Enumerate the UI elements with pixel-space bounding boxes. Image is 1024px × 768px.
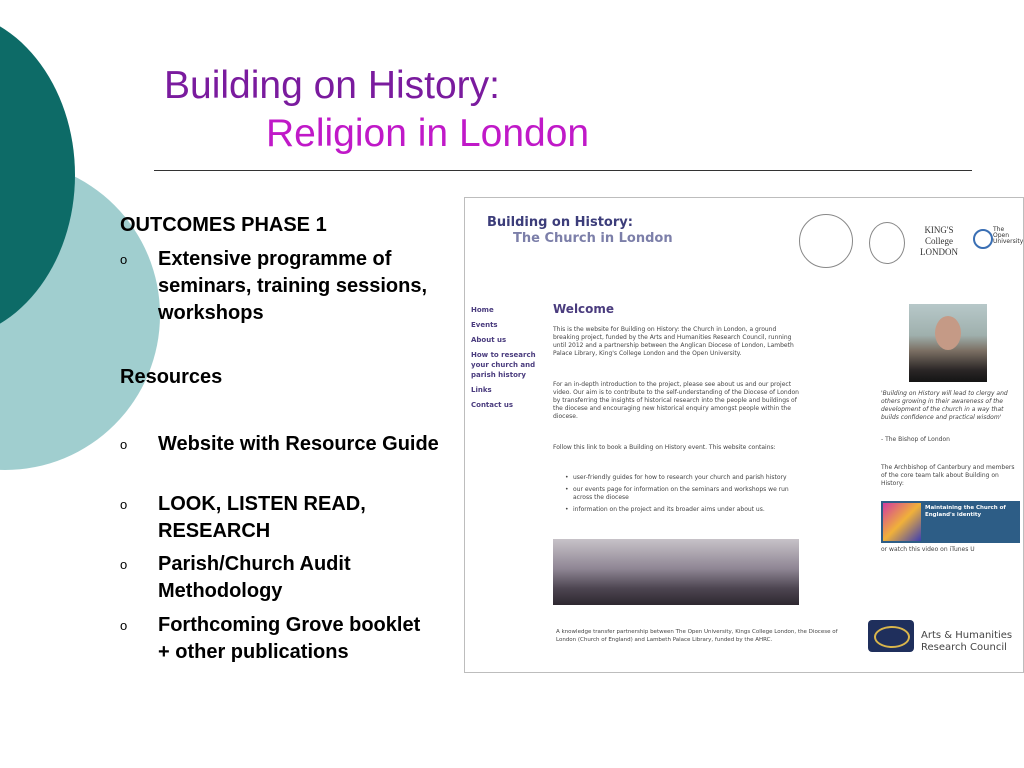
slide-title-line1: Building on History: [164,64,500,107]
website-intro-paragraph: This is the website for Building on History: the Church in London, a ground breaking project, funded by the Arts and Humanities Research Council, running until 2012 and a partnership between the Anglican Diocese of London, Lambeth Palace Library, King's College London and the Open University. [553,326,794,357]
website-footer-text: A knowledge transfer partnership between The Open University, Kings College London, the Diocese of London (Church of England) and Lambeth Palace Library, funded by the AHRC. [556,629,838,643]
bishop-quote: 'Building on History will lead to clergy and others growing in their awareness of the development of the church in a way that builds confidence and practical wisdom' [881,390,1008,421]
ahrc-line1: Arts & Humanities [921,630,1013,641]
list-item[interactable]: • user-friendly guides for how to research your church and parish history [565,474,805,482]
website-screenshot [464,197,1024,673]
title-divider [154,170,972,171]
outcomes-heading: OUTCOMES PHASE 1 [120,214,327,236]
video-thumbnail[interactable] [881,501,1020,543]
stained-glass-image [883,503,921,541]
bullet-marker: o [120,437,128,452]
bullet-text: Parish/Church Audit Methodology [158,553,351,602]
slide-title-line2: Religion in London [266,112,590,155]
ou-logo-text: The Open University [993,226,1024,245]
nav-links[interactable]: Links [471,386,492,394]
website-nav [471,305,541,415]
nav-home[interactable]: Home [471,306,494,314]
bishop-portrait [909,304,987,382]
ahrc-logo [868,620,914,652]
archbishop-note: The Archbishop of Canterbury and members of the core team talk about Building on History: [881,464,1015,487]
website-contents-list [565,474,805,518]
ahrc-text [921,630,1012,654]
historic-church-image [553,539,799,605]
website-contents-paragraph: Follow this link to book a Building on History event. This website contains: [553,444,776,451]
ahrc-line2: Research Council [921,642,1007,653]
bullet-text: Website with Resource Guide [158,433,439,455]
itunes-link[interactable]: or watch this video on iTunes U [881,546,975,553]
list-item[interactable]: • our events page for information on the seminars and workshops we run across the diocese [565,486,805,502]
nav-how-to-research[interactable]: How to research your church and parish history [471,351,536,379]
kings-college-logo: KING'S College LONDON [920,225,958,257]
nav-events[interactable]: Events [471,321,498,329]
bullet-marker: o [120,497,128,512]
lambeth-seal-icon [869,222,905,264]
bullet-marker: o [120,618,128,633]
list-item[interactable]: • information on the project and its broader aims under about us. [565,506,805,514]
website-title-line2: The Church in London [513,231,673,246]
ahrc-ring-icon [874,626,910,648]
ou-ring-icon [973,229,993,249]
bullet-text: LOOK, LISTEN READ, RESEARCH [158,493,366,542]
website-title-line1: Building on History: [487,215,633,230]
nav-about-us[interactable]: About us [471,336,507,344]
diocese-seal-icon [799,214,853,268]
welcome-heading: Welcome [553,302,615,316]
bullet-text: Forthcoming Grove booklet + other publications [158,614,421,663]
resources-heading: Resources [120,366,223,388]
video-title: Maintaining the Church of England's identity [925,505,1006,518]
website-aims-paragraph: For an in-depth introduction to the project, please see about us and our project video. Our aim is to contribute to the self-understanding of the Diocese of London by transferring the insights of historical research into the people and buildings of the diocese and encouraging new historical enquiry amongst people within the diocese. [553,381,799,420]
bullet-marker: o [120,557,128,572]
quote-attribution: - The Bishop of London [881,436,950,443]
nav-contact-us[interactable]: Contact us [471,401,514,409]
bullet-text: Extensive programme of seminars, training sessions, workshops [158,248,427,324]
portrait-face [935,316,961,350]
bullet-marker: o [120,252,128,267]
open-university-logo [973,225,1024,259]
